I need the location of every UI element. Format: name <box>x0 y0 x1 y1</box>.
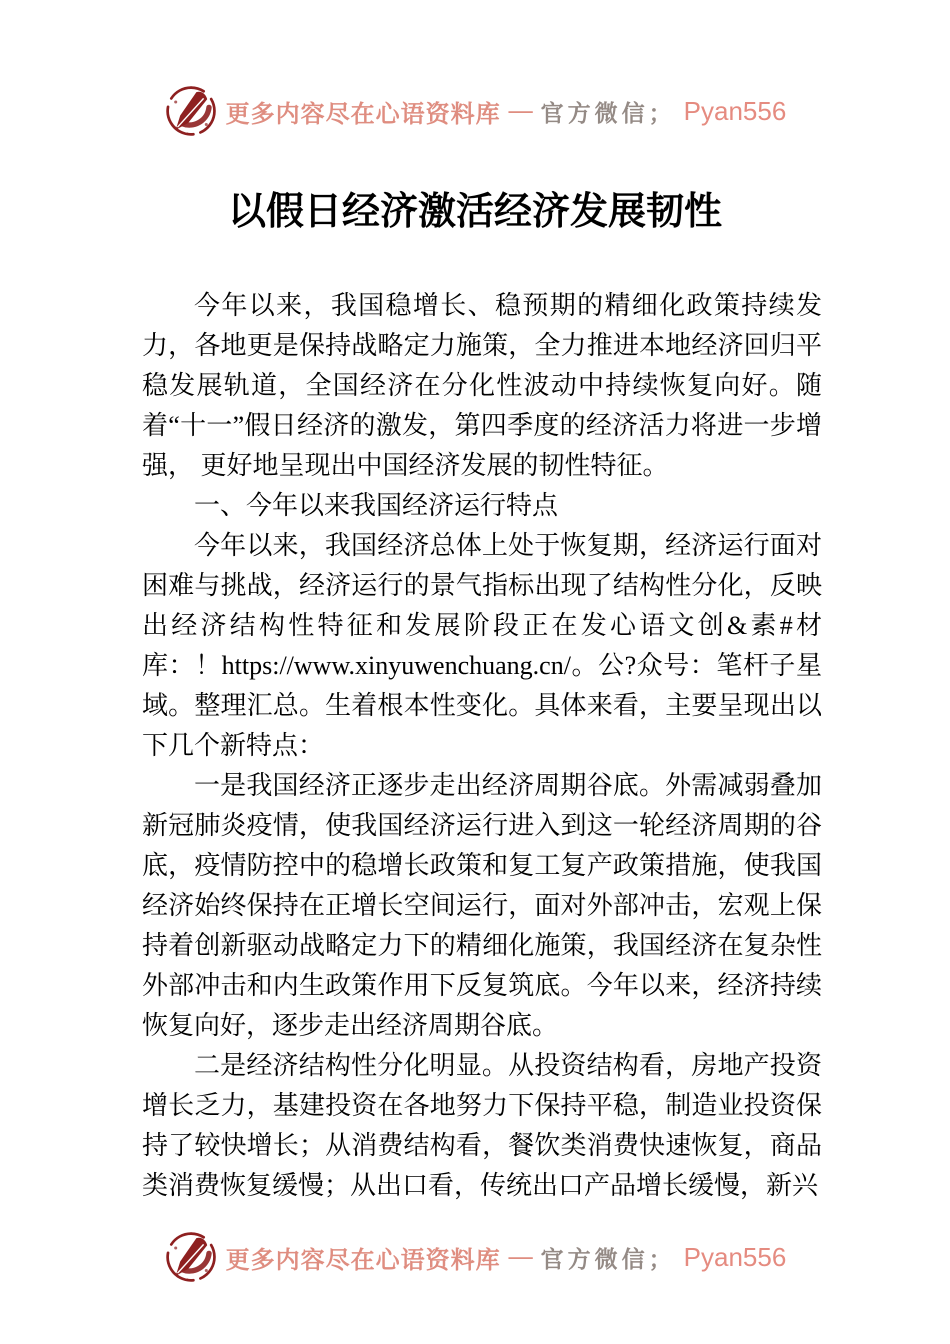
paragraph-point-two: 二是经济结构性分化明显。从投资结构看，房地产投资增长乏力，基建投资在各地努力下保持平稳，制造业投资保持了较快增长；从消费结构看，餐饮类消费快速恢复，商品类消费恢复缓慢；从出口看，传统出口产品增长缓慢，新兴 <box>142 1051 822 1200</box>
paragraph-intro: 今年以来，我国稳增长、稳预期的精细化政策持续发力，各地更是保持战略定力施策，全力推进本地经济回归平稳发展轨道，全国经济在分化性波动中持续恢复向好。随着“十一”假日经济的激发，第四季度的经济活力将进一步增强， 更好地呈现出中国经济发展的韧性特征。 <box>142 291 822 480</box>
banner-main-text: 更多内容尽在心语资料库 <box>225 101 501 128</box>
banner-script-text: 官方微信； <box>540 100 676 126</box>
banner-main-text: 更多内容尽在心语资料库 <box>225 1247 501 1274</box>
banner-script-text: 官方微信； <box>540 1246 676 1272</box>
header-banner <box>0 84 950 138</box>
banner-dash: — <box>508 97 533 124</box>
document-body <box>142 286 822 1206</box>
banner-dash: — <box>508 1243 533 1270</box>
banner-wechat-id: Pyan556 <box>683 1241 787 1272</box>
page-title: 以假日经济激活经济发展韧性 <box>227 191 722 233</box>
footer-banner <box>0 1230 950 1284</box>
banner-wechat-id: Pyan556 <box>683 95 787 126</box>
pen-in-circle-logo-icon <box>164 1230 218 1284</box>
pen-in-circle-logo-icon <box>164 84 218 138</box>
paragraph-section-heading: 一、今年以来我国经济运行特点 <box>194 491 559 520</box>
paragraph-overview: 今年以来，我国经济总体上处于恢复期，经济运行面对困难与挑战，经济运行的景气指标出现了结构性分化，反映出经济结构性特征和发展阶段正在发心语文创&素#材库：！https://www.xinyuwenchuang.cn/。公?众号：笔杆子星域。整理汇总。生着根本性变化。具体来看，主要呈现出以下几个新特点： <box>142 531 822 760</box>
paragraph-point-one: 一是我国经济正逐步走出经济周期谷底。外需减弱叠加新冠肺炎疫情，使我国经济运行进入到这一轮经济周期的谷底，疫情防控中的稳增长政策和复工复产政策措施，使我国经济始终保持在正增长空间运行，面对外部冲击，宏观上保持着创新驱动战略定力下的精细化施策，我国经济在复杂性外部冲击和内生政策作用下反复筑底。今年以来，经济持续恢复向好，逐步走出经济周期谷底。 <box>142 771 822 1040</box>
